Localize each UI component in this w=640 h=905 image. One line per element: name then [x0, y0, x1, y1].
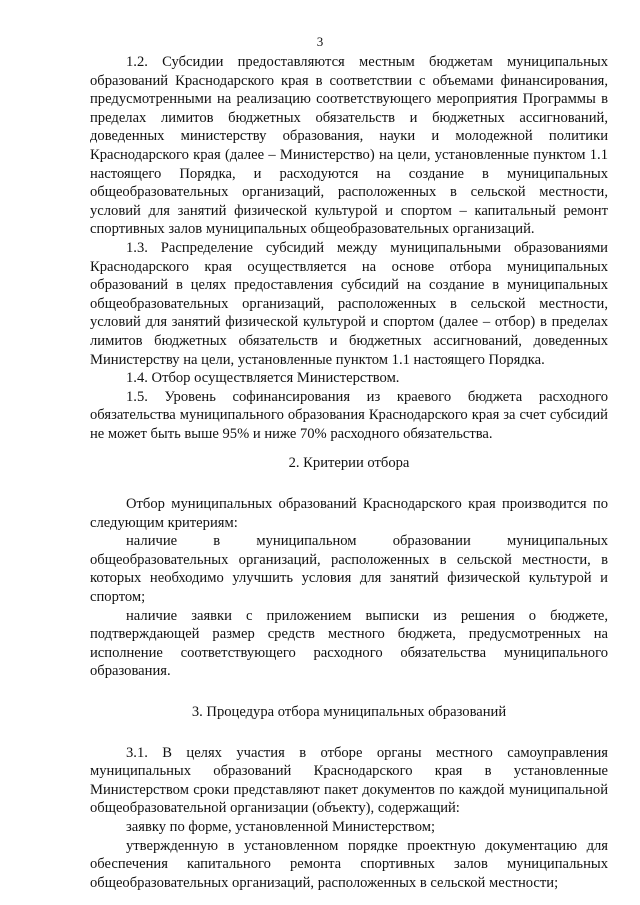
paragraph-1-4: 1.4. Отбор осуществляется Министерством.	[126, 370, 400, 387]
spacer	[90, 443, 608, 454]
paragraph-1-2: 1.2. Субсидии предоставляются местным бюджетам муниципальных образований Краснодарского края в соответствии с объемами финансирования, предусмотренными на реализацию соответствующего мероприятия Программы в пределах лимитов бюджетных обязательств и бюджетных ассигнований, доведенных министерству образования, науки и молодежной политики Краснодарского края (далее – Министерство) на цели, установленные пунктом 1.1 настоящего Порядка, и расходуются на создание в муниципальных общеобразовательных организаций, расположенных в сельской местности, условий для занятий физической культурой и спортом – капитальный ремонт спортивных залов муниципальных общеобразовательных организаций.	[90, 54, 608, 238]
criterion-1: наличие в муниципальном образовании муниципальных общеобразовательных организаций, расположенных в сельской местности, в которых необходимо улучшить условия для занятий физической культурой и спортом;	[90, 533, 608, 606]
section-2-intro: Отбор муниципальных образований Краснодарского края производится по следующим критериям:	[90, 496, 608, 531]
paragraph-1-5: 1.5. Уровень софинансирования из краевого бюджета расходного обязательства муниципального образования Краснодарского края за счет субсидий не может быть выше 95% и ниже 70% расходного обязательства.	[90, 388, 608, 442]
criterion-2: наличие заявки с приложением выписки из решения о бюджете, подтверждающей размер средств местного бюджета, предусмотренных на исполнение соответствующего расходного обязательства муниципального образования.	[90, 607, 608, 680]
section-2-heading: 2. Критерии отбора	[288, 455, 410, 472]
paragraph-1-3: 1.3. Распределение субсидий между муниципальными образованиями Краснодарского края осуществляется на основе отбора муниципальных образований в целях предоставления субсидий на создание в муниципальных общеобразовательных организаций, расположенных в сельской местности, условий для занятий физической культурой и спортом (далее – отбор) в пределах лимитов бюджетных обязательств и бюджетных ассигнований, доведенных Министерству на цели, установленные пунктом 1.1 настоящего Порядка.	[90, 239, 608, 368]
section-3-heading: 3. Процедура отбора муниципальных образований	[191, 704, 507, 720]
spacer	[90, 681, 608, 703]
document-item-application: заявку по форме, установленной Министерством;	[126, 818, 436, 835]
page-number: 3	[316, 34, 324, 49]
spacer	[90, 473, 608, 495]
document-item-project: утвержденную в установленном порядке проектную документацию для обеспечения капитального ремонта спортивных залов муниципальных общеобразовательных организаций, расположенных в сельской местности;	[90, 837, 608, 891]
paragraph-3-1: 3.1. В целях участия в отборе органы местного самоуправления муниципальных образований Краснодарского края в установленные Министерством сроки представляют пакет документов по каждой муниципальной общеобразовательной организации (объекту), содержащий:	[90, 744, 608, 817]
document-body	[90, 53, 608, 892]
spacer	[90, 722, 608, 744]
